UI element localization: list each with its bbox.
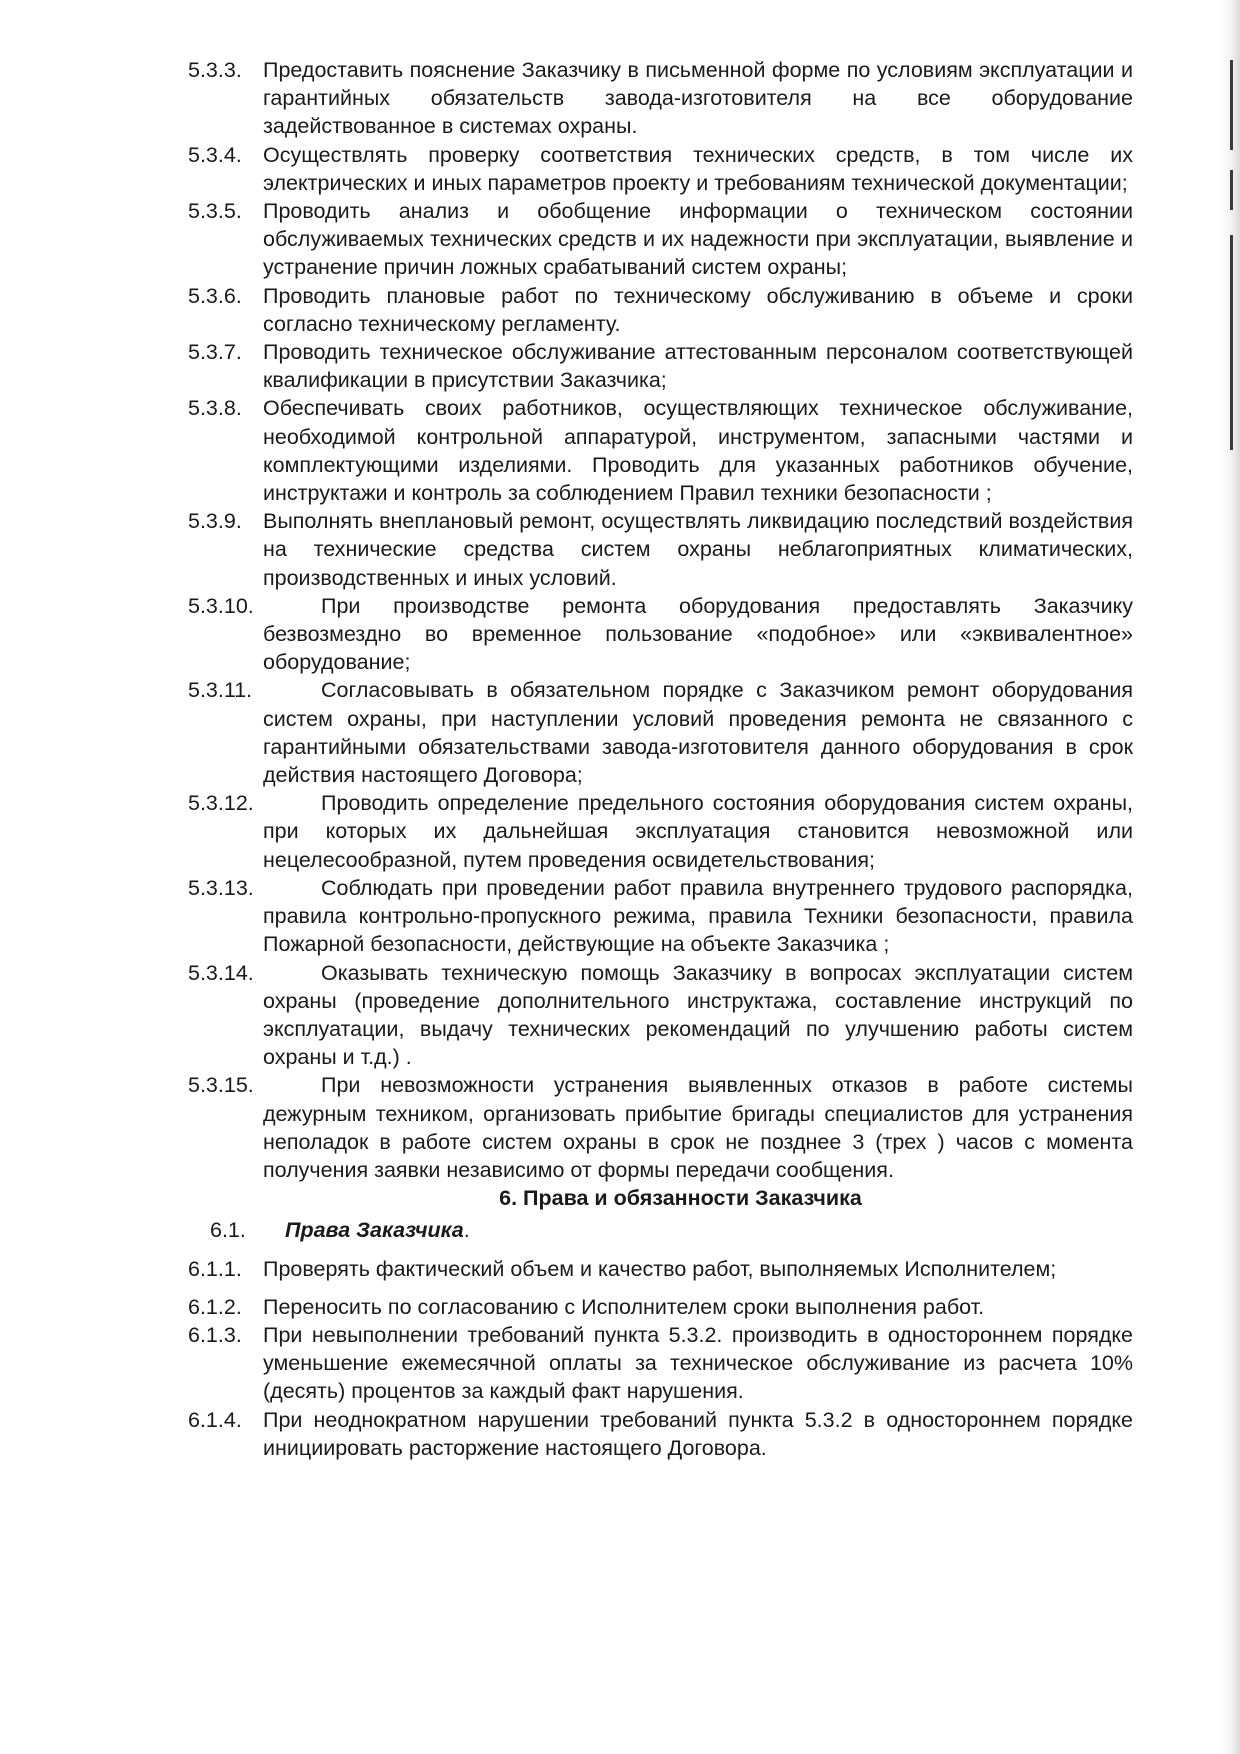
clause-body: При производстве ремонта оборудования предоставлять Заказчику безвозмездно во временное пользование «подобное» или «эквивалентное» оборудование;	[263, 593, 1133, 675]
clause-number: 5.3.10.	[188, 593, 254, 618]
scan-edge-mark	[1230, 60, 1233, 150]
clause-text: Переносить по согласованию с Исполнителем сроки выполнения работ.	[263, 1294, 985, 1319]
clause-item	[188, 141, 1133, 197]
clause-number: 6.1.4.	[188, 1407, 242, 1432]
clause-text	[263, 592, 1133, 677]
clause-text: Обеспечивать своих работников, осуществляющих техническое обслуживание, необходимой контрольной аппаратурой, инструментом, запасными частями и комплектующими изделиями. Проводить для указанных работников обучение, инструктажи и контроль за соблюдением Правил техники безопасности ;	[263, 396, 1133, 506]
clause-item	[188, 56, 1133, 141]
clause-item	[188, 676, 1133, 789]
clause-number: 6.1.2.	[188, 1294, 242, 1319]
clause-item	[188, 507, 1133, 592]
clause-item	[188, 338, 1133, 394]
clause-body: Соблюдать при проведении работ правила внутреннего трудового распорядка, правила контрольно-пропускного режима, правила Техники безопасности, правила Пожарной безопасности, действующие на объекте Заказчика ;	[263, 875, 1133, 957]
clause-text: Проводить плановые работ по техническому обслуживанию в объеме и сроки согласно техническому регламенту.	[263, 283, 1133, 336]
clause-item	[188, 1071, 1133, 1184]
clause-number: 5.3.8.	[188, 396, 242, 421]
scan-edge-mark	[1230, 235, 1233, 450]
clause-number: 5.3.7.	[188, 340, 242, 365]
clause-number: 5.3.13.	[188, 875, 254, 900]
document-body	[188, 56, 1133, 1462]
clause-item	[188, 789, 1133, 874]
clause-number: 5.3.15.	[188, 1073, 254, 1098]
subsection-title-wrap	[285, 1216, 470, 1244]
clause-number: 5.3.3.	[188, 58, 242, 82]
clause-number: 5.3.11.	[188, 678, 253, 703]
clause-body: Оказывать техническую помощь Заказчику в вопросах эксплуатации систем охраны (проведение дополнительного инструктажа, составление инструкций по эксплуатации, выдачу технических рекомендаций по улучшению работы систем охраны и т.д.) .	[263, 960, 1133, 1070]
clause-number: 6.1.1.	[188, 1256, 242, 1281]
clause-number: 5.3.4.	[188, 142, 242, 167]
clause-list-6-1	[188, 1255, 1133, 1462]
clause-text: При невыполнении требований пункта 5.3.2. производить в одностороннем порядке уменьшение ежемесячной оплаты за техническое обслуживание из расчета 10% (десять) процентов за каждый факт нарушения.	[263, 1322, 1133, 1404]
subsection-title-period: .	[463, 1218, 470, 1243]
clause-text: Проводить техническое обслуживание аттестованным персоналом соответствующей квалификации в присутствии Заказчика;	[263, 340, 1133, 393]
subsection-number: 6.1.	[210, 1218, 246, 1243]
clause-text	[263, 676, 1133, 789]
clause-text: Проверять фактический объем и качество работ, выполняемых Исполнителем;	[263, 1256, 1057, 1281]
clause-item	[188, 592, 1133, 677]
clause-body: Согласовывать в обязательном порядке с Заказчиком ремонт оборудования систем охраны, при наступлении условий проведения ремонта не связанного с гарантийными обязательствами завода-изготовителя данного оборудования в срок действия настоящего Договора;	[263, 678, 1133, 788]
clause-item	[188, 282, 1133, 338]
scan-edge-mark	[1230, 170, 1233, 210]
clause-text: Проводить анализ и обобщение информации о техническом состоянии обслуживаемых технических средств и их надежности при эксплуатации, выявление и устранение причин ложных срабатываний систем охраны;	[263, 199, 1133, 280]
clause-item	[188, 874, 1133, 959]
clause-text: Выполнять внеплановый ремонт, осуществлять ликвидацию последствий воздействия на технические средства систем охраны неблагоприятных климатических, производственных и иных условий.	[263, 509, 1133, 590]
clause-number: 5.3.14.	[188, 960, 254, 985]
clause-text	[263, 874, 1133, 959]
clause-item	[188, 1255, 1133, 1283]
clause-item	[188, 1406, 1133, 1462]
clause-number: 6.1.3.	[188, 1322, 242, 1347]
clause-text	[263, 1071, 1133, 1184]
clause-list-5-3	[188, 56, 1133, 1184]
clause-item	[188, 394, 1133, 507]
subsection-title: Права Заказчика	[285, 1218, 464, 1243]
clause-item	[188, 1293, 1133, 1321]
clause-item	[188, 1321, 1133, 1406]
clause-number: 5.3.9.	[188, 509, 242, 534]
clause-text	[263, 959, 1133, 1072]
clause-text: Предоставить пояснение Заказчику в письменной форме по условиям эксплуатации и гарантийных обязательств завода-изготовителя на все оборудование задействованное в системах охраны.	[263, 58, 1133, 139]
clause-text: При неоднократном нарушении требований пункта 5.3.2 в одностороннем порядке инициировать расторжение настоящего Договора.	[263, 1407, 1133, 1460]
section-title: 6. Права и обязанности Заказчика	[499, 1186, 862, 1211]
clause-number: 5.3.6.	[188, 283, 242, 308]
subsection-heading	[210, 1216, 1133, 1244]
clause-number: 5.3.12.	[188, 791, 254, 816]
clause-number: 5.3.5.	[188, 199, 242, 224]
clause-body: При невозможности устранения выявленных отказов в работе системы дежурным техником, организовать прибытие бригады специалистов для устранения неполадок в работе систем охраны в срок не позднее 3 (трех ) часов с момента получения заявки независимо от формы передачи сообщения.	[263, 1073, 1133, 1182]
clause-item	[188, 959, 1133, 1072]
clause-item	[188, 197, 1133, 282]
clause-body: Проводить определение предельного состояния оборудования систем охраны, при которых их дальнейшая эксплуатация становится невозможной или нецелесообразной, путем проведения освидетельствования;	[263, 791, 1133, 872]
spacer	[188, 1283, 1133, 1293]
clause-text	[263, 789, 1133, 874]
clause-text: Осуществлять проверку соответствия технических средств, в том числе их электрических и иных параметров проекту и требованиям технической документации;	[263, 142, 1133, 195]
